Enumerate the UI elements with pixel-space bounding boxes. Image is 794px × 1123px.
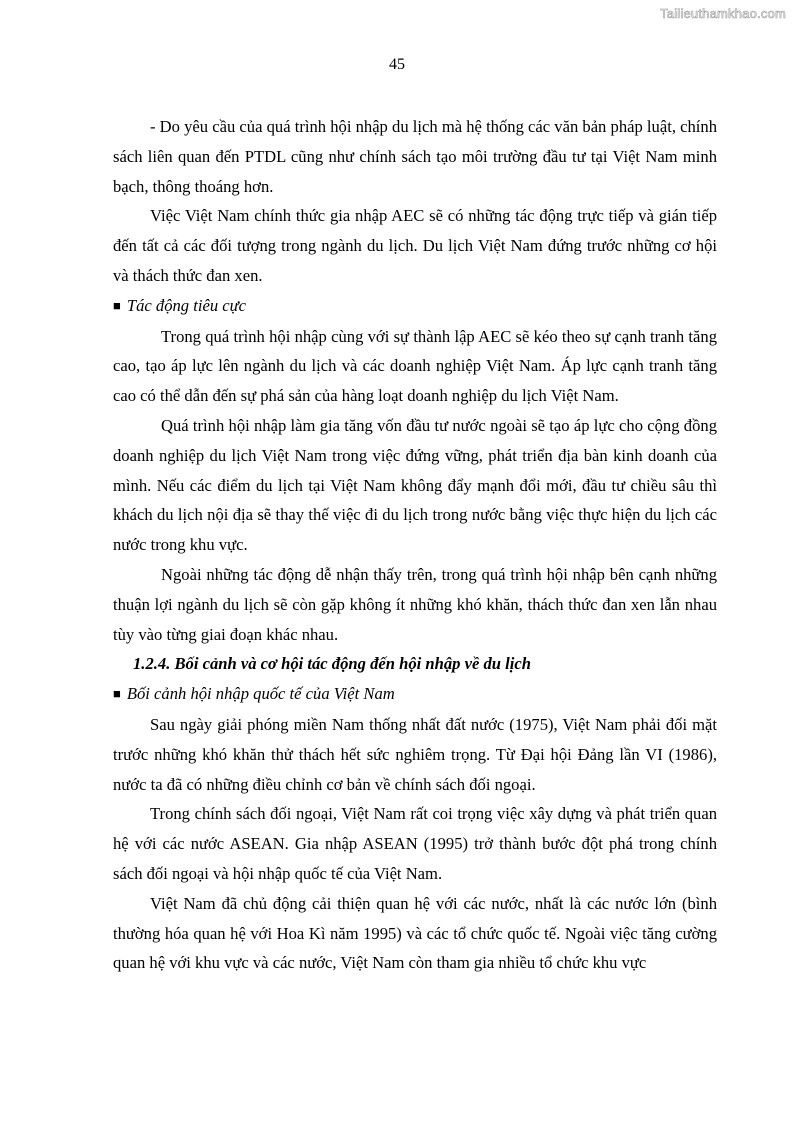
subheading-context: [113, 679, 717, 710]
subheading-negative-impact: [113, 291, 717, 322]
paragraph-5: Ngoài những tác động dễ nhận thấy trên, trong quá trình hội nhập bên cạnh những thuận lợi ngành du lịch sẽ còn gặp không ít những khó khăn, thách thức đan xen lẫn nhau tùy vào từng giai đoạn khác nhau.: [113, 564, 717, 644]
section-heading: 1.2.4. Bối cảnh và cơ hội tác động đến hội nhập về du lịch: [133, 654, 531, 674]
paragraph-6: Sau ngày giải phóng miền Nam thống nhất đất nước (1975), Việt Nam phải đối mặt trước những khó khăn thử thách hết sức nghiêm trọng. Từ Đại hội Đảng lần VI (1986), nước ta đã có những điều chỉnh cơ bản về chính sách đối ngoại.: [113, 714, 717, 794]
watermark-text: Tailieuthamkhao.com: [660, 6, 786, 21]
subheading-context-text: Bối cảnh hội nhập quốc tế của Việt Nam: [126, 684, 395, 704]
paragraph-3: Trong quá trình hội nhập cùng với sự thành lập AEC sẽ kéo theo sự cạnh tranh tăng cao, tạo áp lực lên ngành du lịch và các doanh nghiệp Việt Nam. Áp lực cạnh tranh tăng cao có thể dẫn đến sự phá sản của hàng loạt doanh nghiệp du lịch Việt Nam.: [113, 326, 717, 406]
subheading-negative-impact-text: Tác động tiêu cực: [126, 295, 247, 315]
black-square-icon: ■: [113, 297, 121, 313]
page-number: 45: [389, 56, 405, 73]
paragraph-2: Việc Việt Nam chính thức gia nhập AEC sẽ có những tác động trực tiếp và gián tiếp đến tất cả các đối tượng trong ngành du lịch. Du lịch Việt Nam đứng trước những cơ hội và thách thức đan xen.: [113, 206, 717, 285]
paragraph-8: Việt Nam đã chủ động cải thiện quan hệ với các nước, nhất là các nước lớn (bình thường hóa quan hệ với Hoa Kì năm 1995) và các tổ chức quốc tế. Ngoài việc tăng cường quan hệ với khu vực và các nước, Việt Nam còn tham gia nhiều tổ chức khu vực: [113, 893, 717, 973]
paragraph-4: Quá trình hội nhập làm gia tăng vốn đầu tư nước ngoài sẽ tạo áp lực cho cộng đồng doanh nghiệp du lịch Việt Nam trong việc đứng vững, phát triển địa bàn kinh doanh của mình. Nếu các điểm du lịch tại Việt Nam không đẩy mạnh đổi mới, đầu tư chiều sâu thì khách du lịch nội địa sẽ thay thế việc đi du lịch trong nước bằng việc thực hiện du lịch các nước trong khu vực.: [113, 415, 717, 555]
document-body: [113, 112, 717, 978]
paragraph-1: - Do yêu cầu của quá trình hội nhập du lịch mà hệ thống các văn bản pháp luật, chính sách liên quan đến PTDL cũng như chính sách tạo môi trường đầu tư tại Việt Nam minh bạch, thông thoáng hơn.: [113, 117, 717, 196]
paragraph-7: Trong chính sách đối ngoại, Việt Nam rất coi trọng việc xây dựng và phát triển quan hệ với các nước ASEAN. Gia nhập ASEAN (1995) trở thành bước đột phá trong chính sách đối ngoại và hội nhập quốc tế của Việt Nam.: [113, 804, 717, 883]
black-square-icon: ■: [113, 686, 121, 702]
